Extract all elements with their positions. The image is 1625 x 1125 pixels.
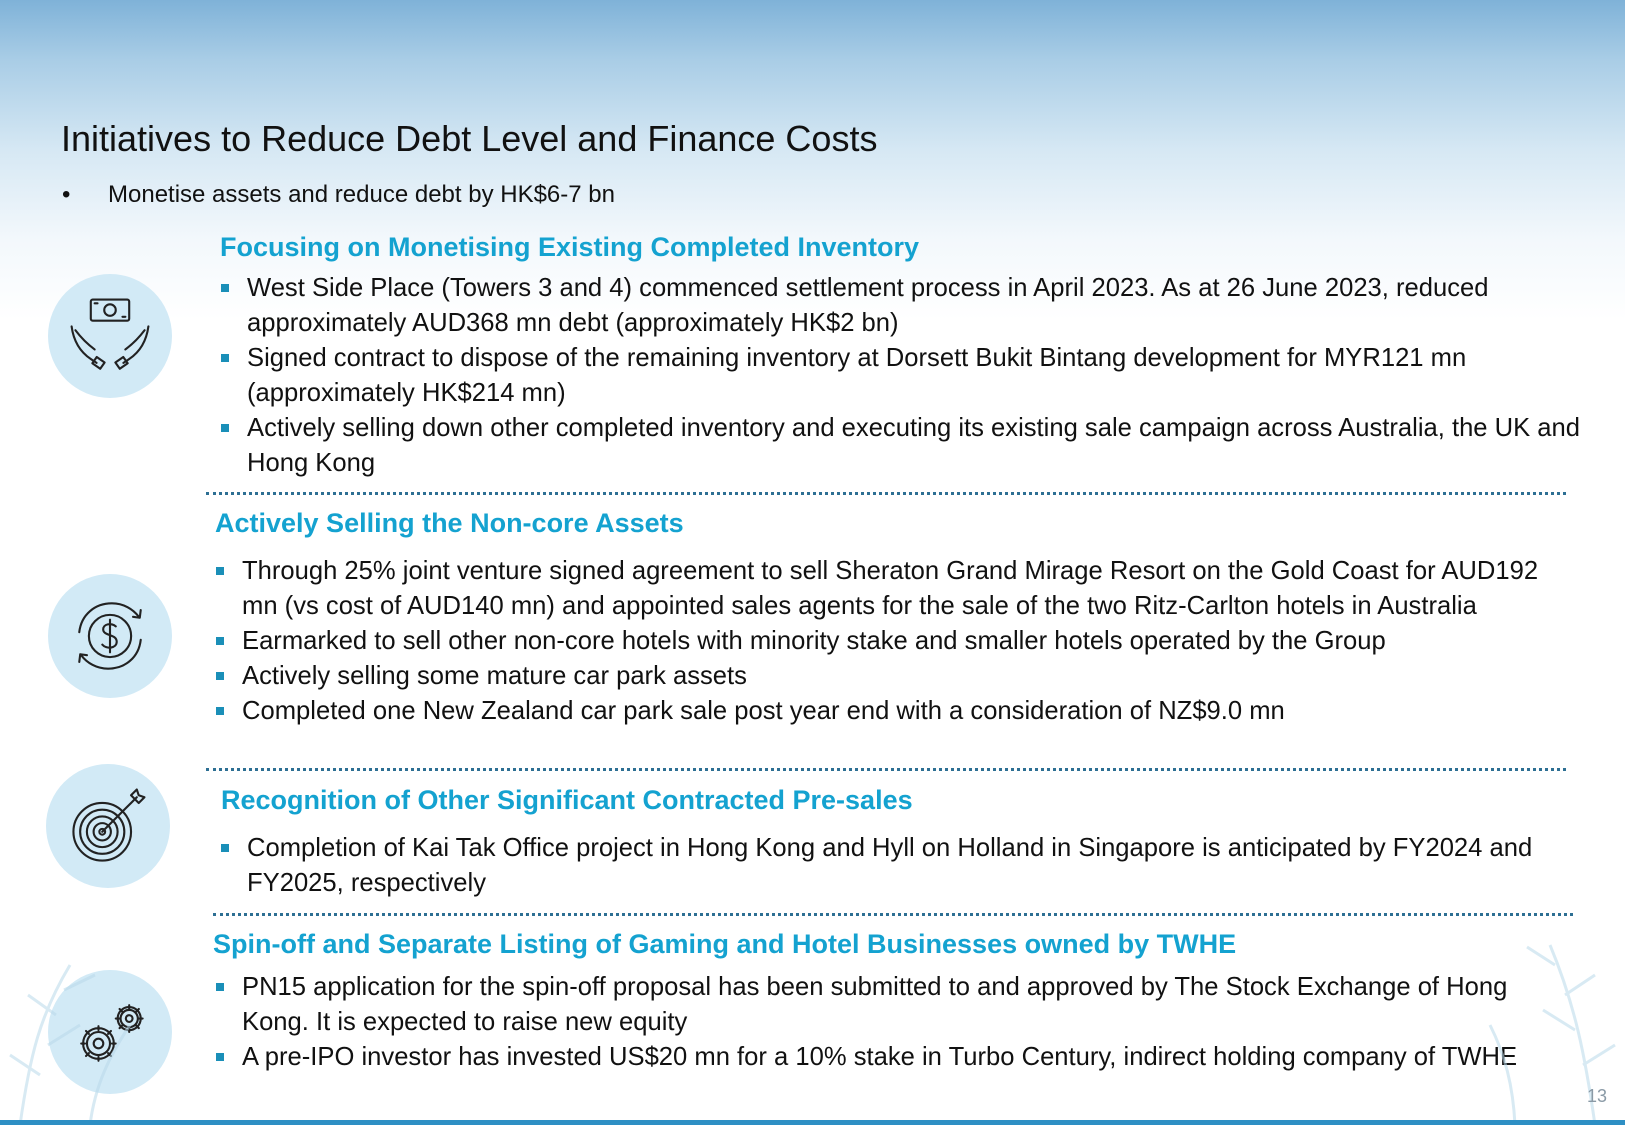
- page-number: 13: [1586, 1086, 1607, 1106]
- foliage-decoration: [0, 895, 150, 1125]
- list-item: Through 25% joint venture signed agreement to sell Sheraton Grand Mirage Resort on the Gold Coast for AUD192 mn (vs cost of AUD140 mn) and appointed sales agents for the sale of the two Ritz-Carlton hotels in Australia: [216, 554, 1576, 624]
- list-item: A pre-IPO investor has invested US$20 mn for a 10% stake in Turbo Century, indirect holding company of TWHE: [216, 1040, 1576, 1075]
- section-bullet-list: [216, 554, 1576, 729]
- list-item: Actively selling some mature car park assets: [216, 659, 1576, 694]
- section-bullet-list: [221, 831, 1581, 901]
- bottom-accent-bar: [0, 1120, 1625, 1125]
- section-heading: Recognition of Other Significant Contracted Pre-sales: [221, 785, 913, 815]
- list-item: Completed one New Zealand car park sale post year end with a consideration of NZ$9.0 mn: [216, 694, 1576, 729]
- intro-bullet: [62, 181, 615, 209]
- section-heading: Spin-off and Separate Listing of Gaming and Hotel Businesses owned by TWHE: [213, 929, 1237, 959]
- section-bullet-list: [216, 970, 1576, 1075]
- intro-bullet-text: Monetise assets and reduce debt by HK$6-7 bn: [108, 181, 615, 208]
- page-title: Initiatives to Reduce Debt Level and Finance Costs: [61, 118, 878, 159]
- list-item: Signed contract to dispose of the remaining inventory at Dorsett Bukit Bintang development for MYR121 mn (approximately HK$214 mn): [221, 341, 1581, 411]
- list-item: Completion of Kai Tak Office project in Hong Kong and Hyll on Holland in Singapore is anticipated by FY2024 and FY2025, respectively: [221, 831, 1581, 901]
- section-divider: [206, 768, 1566, 771]
- money-hands-icon: [48, 274, 172, 398]
- bullet-dot: •: [62, 181, 71, 208]
- section-divider: [206, 492, 1566, 495]
- list-item: West Side Place (Towers 3 and 4) commenced settlement process in April 2023. As at 26 June 2023, reduced approximately AUD368 mn debt (approximately HK$2 bn): [221, 271, 1581, 341]
- section-heading: Actively Selling the Non-core Assets: [215, 508, 684, 538]
- target-icon: [46, 764, 170, 888]
- list-item: PN15 application for the spin-off proposal has been submitted to and approved by The Stock Exchange of Hong Kong. It is expected to raise new equity: [216, 970, 1576, 1040]
- list-item: Earmarked to sell other non-core hotels with minority stake and smaller hotels operated by the Group: [216, 624, 1576, 659]
- list-item: Actively selling down other completed inventory and executing its existing sale campaign across Australia, the UK and Hong Kong: [221, 411, 1581, 481]
- section-bullet-list: [221, 271, 1581, 481]
- section-divider: [213, 913, 1573, 916]
- section-heading: Focusing on Monetising Existing Completed Inventory: [220, 232, 920, 262]
- dollar-cycle-icon: [48, 574, 172, 698]
